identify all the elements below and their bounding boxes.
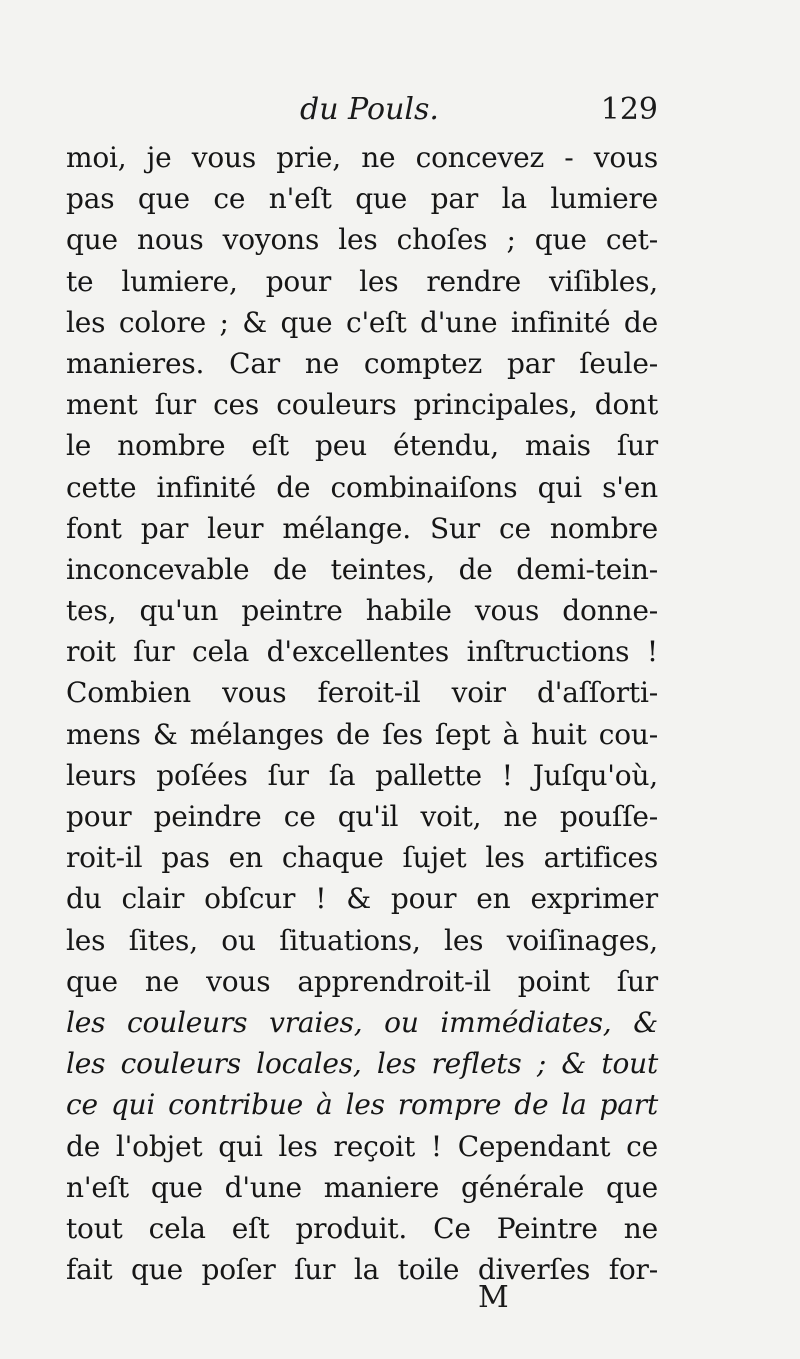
page-header: [68, 92, 658, 136]
text-line: fait que poſer ſur la toile diverſes for-: [66, 1253, 658, 1287]
text-line: te lumiere, pour les rendre viſibles,: [66, 264, 658, 298]
page-number: 129: [600, 92, 658, 127]
text-line: mens & mélanges de ſes ſept à huit cou-: [66, 717, 658, 751]
body-text: [66, 137, 658, 1290]
text-line: de l'objet qui les reçoit ! Cependant ce: [66, 1129, 658, 1163]
text-line: que nous voyons les choſes ; que cet-: [66, 223, 658, 257]
text-line: les couleurs locales, les reflets ; & tout: [66, 1047, 658, 1081]
text-line: que ne vous apprendroit-il point ſur: [66, 964, 658, 998]
text-line: font par leur mélange. Sur ce nombre: [66, 511, 658, 545]
text-line: les ſites, ou ſituations, les voiſinages,: [66, 923, 658, 957]
text-line: cette infinité de combinaiſons qui s'en: [66, 470, 658, 504]
text-line: le nombre eſt peu étendu, mais ſur: [66, 429, 658, 463]
text-line: manieres. Car ne comptez par ſeule-: [66, 346, 658, 380]
text-line: ce qui contribue à les rompre de la part: [66, 1088, 658, 1122]
text-line: leurs poſées ſur ſa pallette ! Juſqu'où,: [66, 758, 658, 792]
text-line: tout cela eſt produit. Ce Peintre ne: [66, 1211, 658, 1245]
text-line: pour peindre ce qu'il voit, ne pouſſe-: [66, 800, 658, 833]
text-line: inconcevable de teintes, de demi-tein-: [66, 552, 658, 586]
text-line: n'eſt que d'une maniere générale que: [66, 1170, 658, 1204]
text-line: roit-il pas en chaque ſujet les artifices: [66, 841, 658, 875]
text-line: les couleurs vraies, ou immédiates, &: [66, 1005, 658, 1039]
text-line: du clair obſcur ! & pour en exprimer: [66, 882, 658, 916]
running-head: du Pouls.: [300, 92, 439, 127]
text-line: les colore ; & que c'eſt d'une infinité de: [66, 305, 658, 339]
text-line: moi, je vous prie, ne concevez - vous: [66, 141, 658, 174]
text-line: Combien vous feroit-il voir d'aſſorti-: [66, 676, 658, 710]
text-line: pas que ce n'eſt que par la lumiere: [66, 182, 658, 216]
text-line: roit ſur cela d'excellentes inſtructions !: [66, 635, 658, 669]
text-line: tes, qu'un peintre habile vous donne-: [66, 594, 658, 628]
signature-mark: M: [478, 1280, 509, 1315]
text-line: ment ſur ces couleurs principales, dont: [66, 388, 658, 422]
